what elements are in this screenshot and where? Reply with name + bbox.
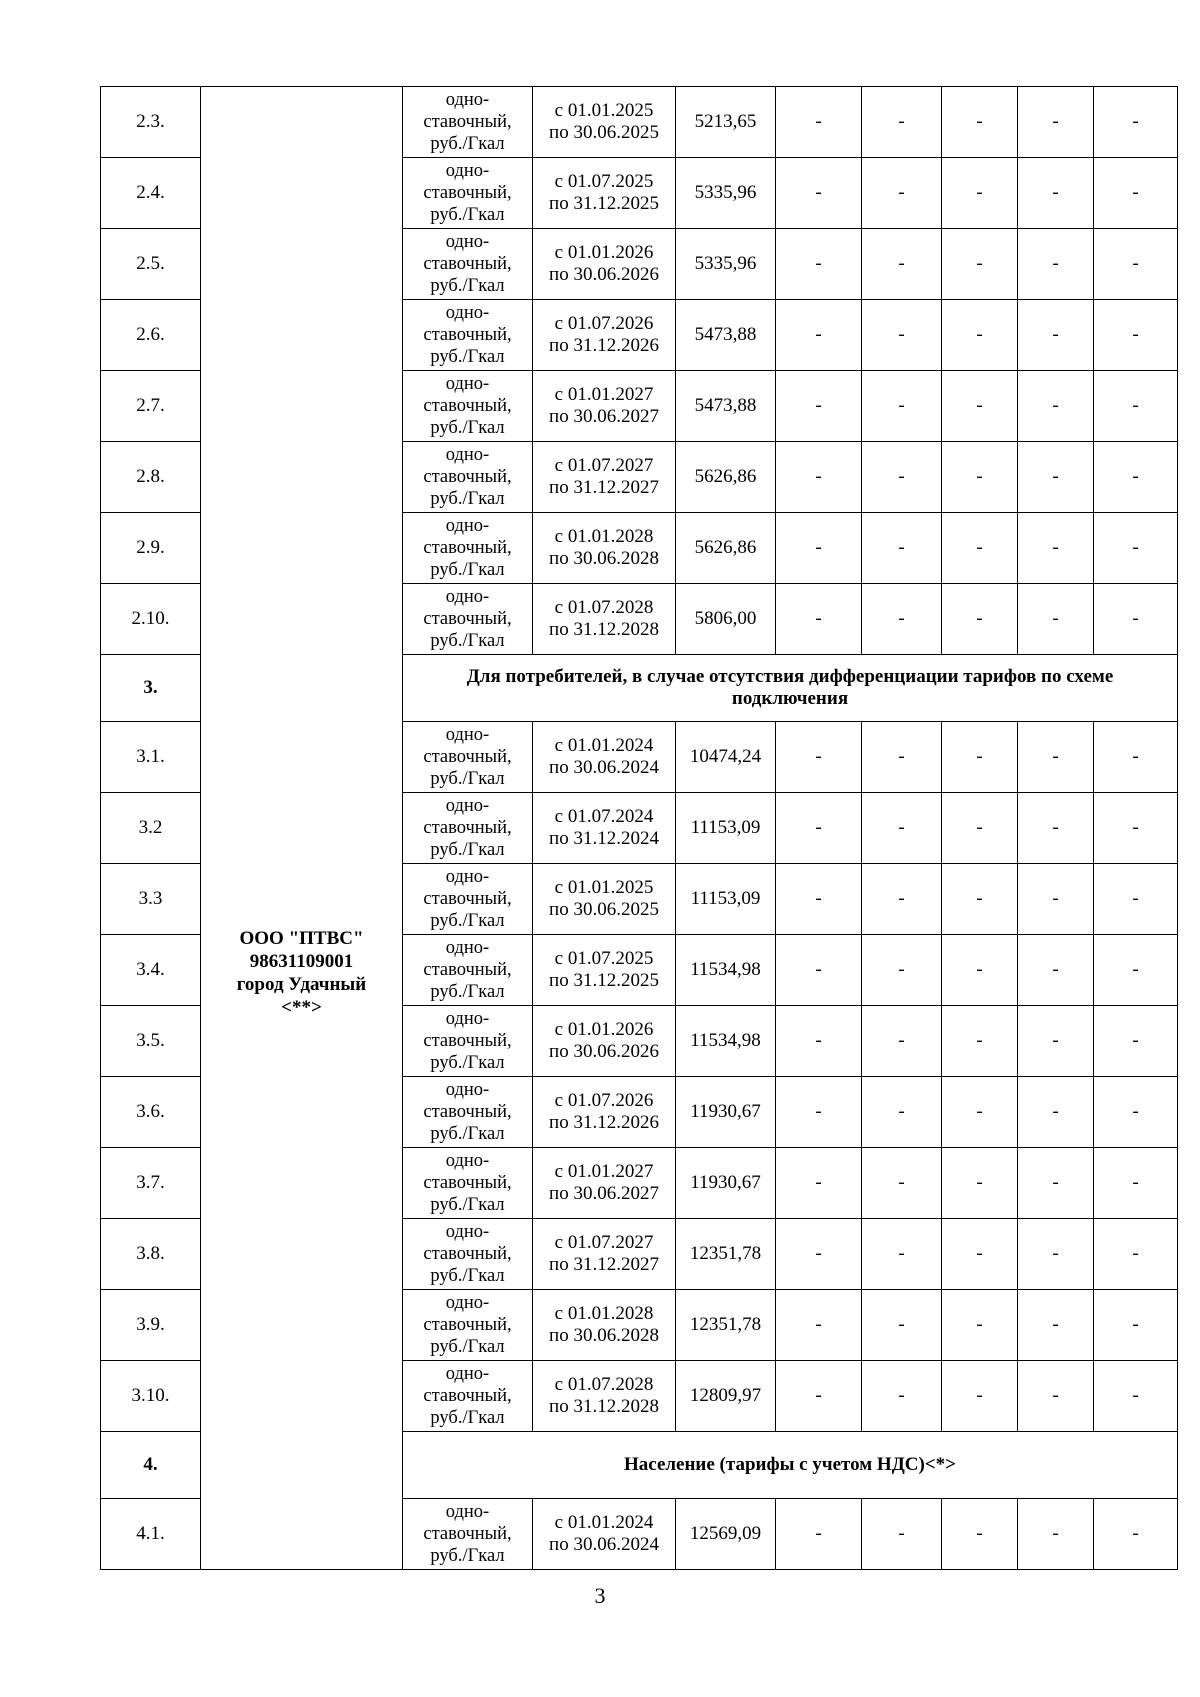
empty-value-2: -: [862, 1290, 942, 1361]
empty-value-4: -: [1018, 793, 1094, 864]
tariff-value: 11153,09: [676, 864, 776, 935]
rate-type: одно- ставочный, руб./Гкал: [403, 793, 533, 864]
tariff-value: 11930,67: [676, 1077, 776, 1148]
empty-value-5: -: [1094, 1148, 1178, 1219]
empty-value-2: -: [862, 1006, 942, 1077]
section-title: Население (тарифы с учетом НДС)<*>: [403, 1432, 1178, 1499]
empty-value-3: -: [942, 1077, 1018, 1148]
section-number: 3.: [101, 655, 201, 722]
empty-value-5: -: [1094, 1077, 1178, 1148]
rate-type: одно- ставочный, руб./Гкал: [403, 1077, 533, 1148]
organization-cell: ООО "ПТВС" 98631109001 город Удачный <**>: [201, 87, 403, 1570]
empty-value-1: -: [776, 1219, 862, 1290]
row-number: 2.4.: [101, 158, 201, 229]
tariff-value: 10474,24: [676, 722, 776, 793]
empty-value-3: -: [942, 158, 1018, 229]
rate-type: одно- ставочный, руб./Гкал: [403, 300, 533, 371]
empty-value-3: -: [942, 1006, 1018, 1077]
empty-value-1: -: [776, 722, 862, 793]
rate-type: одно- ставочный, руб./Гкал: [403, 158, 533, 229]
empty-value-5: -: [1094, 1361, 1178, 1432]
row-number: 3.5.: [101, 1006, 201, 1077]
empty-value-4: -: [1018, 1006, 1094, 1077]
rate-type: одно- ставочный, руб./Гкал: [403, 722, 533, 793]
rate-type: одно- ставочный, руб./Гкал: [403, 1219, 533, 1290]
period: с 01.07.2027 по 31.12.2027: [533, 1219, 676, 1290]
tariff-value: 12809,97: [676, 1361, 776, 1432]
empty-value-5: -: [1094, 87, 1178, 158]
empty-value-1: -: [776, 300, 862, 371]
empty-value-1: -: [776, 1148, 862, 1219]
empty-value-4: -: [1018, 1219, 1094, 1290]
empty-value-3: -: [942, 793, 1018, 864]
row-number: 2.8.: [101, 442, 201, 513]
period: с 01.07.2025 по 31.12.2025: [533, 935, 676, 1006]
period: с 01.07.2027 по 31.12.2027: [533, 442, 676, 513]
empty-value-3: -: [942, 1499, 1018, 1570]
empty-value-1: -: [776, 935, 862, 1006]
row-number: 3.1.: [101, 722, 201, 793]
period: с 01.01.2026 по 30.06.2026: [533, 229, 676, 300]
period: с 01.01.2028 по 30.06.2028: [533, 513, 676, 584]
row-number: 3.7.: [101, 1148, 201, 1219]
period: с 01.07.2028 по 31.12.2028: [533, 1361, 676, 1432]
rate-type: одно- ставочный, руб./Гкал: [403, 1361, 533, 1432]
row-number: 2.3.: [101, 87, 201, 158]
rate-type: одно- ставочный, руб./Гкал: [403, 1006, 533, 1077]
rate-type: одно- ставочный, руб./Гкал: [403, 513, 533, 584]
rate-type: одно- ставочный, руб./Гкал: [403, 1290, 533, 1361]
row-number: 3.2: [101, 793, 201, 864]
empty-value-5: -: [1094, 229, 1178, 300]
empty-value-2: -: [862, 229, 942, 300]
empty-value-2: -: [862, 1148, 942, 1219]
empty-value-5: -: [1094, 158, 1178, 229]
page-number: 3: [594, 1583, 606, 1608]
section-number: 4.: [101, 1432, 201, 1499]
section-title: Для потребителей, в случае отсутствия дифференциации тарифов по схеме подключения: [403, 655, 1178, 722]
period: с 01.01.2025 по 30.06.2025: [533, 87, 676, 158]
empty-value-2: -: [862, 935, 942, 1006]
period: с 01.01.2024 по 30.06.2024: [533, 722, 676, 793]
empty-value-2: -: [862, 1361, 942, 1432]
row-number: 3.6.: [101, 1077, 201, 1148]
tariff-value: 11930,67: [676, 1148, 776, 1219]
row-number: 2.6.: [101, 300, 201, 371]
empty-value-3: -: [942, 1148, 1018, 1219]
empty-value-4: -: [1018, 584, 1094, 655]
period: с 01.07.2028 по 31.12.2028: [533, 584, 676, 655]
rate-type: одно- ставочный, руб./Гкал: [403, 584, 533, 655]
empty-value-4: -: [1018, 300, 1094, 371]
rate-type: одно- ставочный, руб./Гкал: [403, 87, 533, 158]
empty-value-3: -: [942, 442, 1018, 513]
empty-value-4: -: [1018, 158, 1094, 229]
row-number: 2.7.: [101, 371, 201, 442]
row-number: 3.4.: [101, 935, 201, 1006]
row-number: 3.10.: [101, 1361, 201, 1432]
empty-value-1: -: [776, 513, 862, 584]
tariff-value: 5473,88: [676, 300, 776, 371]
period: с 01.07.2026 по 31.12.2026: [533, 1077, 676, 1148]
tariff-value: 12351,78: [676, 1290, 776, 1361]
empty-value-5: -: [1094, 513, 1178, 584]
empty-value-2: -: [862, 722, 942, 793]
period: с 01.01.2025 по 30.06.2025: [533, 864, 676, 935]
empty-value-1: -: [776, 1290, 862, 1361]
empty-value-2: -: [862, 87, 942, 158]
tariff-table: [100, 86, 1178, 1570]
empty-value-3: -: [942, 864, 1018, 935]
period: с 01.07.2024 по 31.12.2024: [533, 793, 676, 864]
empty-value-1: -: [776, 442, 862, 513]
rate-type: одно- ставочный, руб./Гкал: [403, 1148, 533, 1219]
empty-value-1: -: [776, 1077, 862, 1148]
empty-value-1: -: [776, 158, 862, 229]
empty-value-5: -: [1094, 935, 1178, 1006]
tariff-value: 12569,09: [676, 1499, 776, 1570]
tariff-value: 11534,98: [676, 935, 776, 1006]
tariff-value: 5473,88: [676, 371, 776, 442]
tariff-value: 5626,86: [676, 442, 776, 513]
empty-value-2: -: [862, 1219, 942, 1290]
period: с 01.01.2027 по 30.06.2027: [533, 1148, 676, 1219]
period: с 01.01.2027 по 30.06.2027: [533, 371, 676, 442]
empty-value-4: -: [1018, 722, 1094, 793]
empty-value-4: -: [1018, 1499, 1094, 1570]
empty-value-2: -: [862, 300, 942, 371]
row-number: 3.3: [101, 864, 201, 935]
empty-value-2: -: [862, 864, 942, 935]
empty-value-5: -: [1094, 793, 1178, 864]
empty-value-4: -: [1018, 1148, 1094, 1219]
empty-value-1: -: [776, 1006, 862, 1077]
row-number: 2.9.: [101, 513, 201, 584]
empty-value-1: -: [776, 371, 862, 442]
table-body: [101, 87, 1178, 1570]
empty-value-3: -: [942, 513, 1018, 584]
empty-value-4: -: [1018, 229, 1094, 300]
empty-value-2: -: [862, 1499, 942, 1570]
empty-value-4: -: [1018, 442, 1094, 513]
empty-value-3: -: [942, 584, 1018, 655]
empty-value-5: -: [1094, 722, 1178, 793]
tariff-value: 12351,78: [676, 1219, 776, 1290]
empty-value-4: -: [1018, 935, 1094, 1006]
empty-value-4: -: [1018, 513, 1094, 584]
empty-value-2: -: [862, 513, 942, 584]
empty-value-1: -: [776, 793, 862, 864]
empty-value-5: -: [1094, 1219, 1178, 1290]
empty-value-1: -: [776, 584, 862, 655]
empty-value-1: -: [776, 229, 862, 300]
empty-value-3: -: [942, 1219, 1018, 1290]
empty-value-3: -: [942, 1290, 1018, 1361]
rate-type: одно- ставочный, руб./Гкал: [403, 229, 533, 300]
empty-value-1: -: [776, 87, 862, 158]
empty-value-2: -: [862, 1077, 942, 1148]
empty-value-1: -: [776, 864, 862, 935]
empty-value-5: -: [1094, 584, 1178, 655]
empty-value-5: -: [1094, 1006, 1178, 1077]
tariff-value: 11534,98: [676, 1006, 776, 1077]
empty-value-5: -: [1094, 300, 1178, 371]
tariff-value: 11153,09: [676, 793, 776, 864]
rate-type: одно- ставочный, руб./Гкал: [403, 1499, 533, 1570]
empty-value-2: -: [862, 584, 942, 655]
empty-value-5: -: [1094, 371, 1178, 442]
row-number: 2.10.: [101, 584, 201, 655]
rate-type: одно- ставочный, руб./Гкал: [403, 371, 533, 442]
empty-value-5: -: [1094, 442, 1178, 513]
empty-value-4: -: [1018, 864, 1094, 935]
rate-type: одно- ставочный, руб./Гкал: [403, 935, 533, 1006]
period: с 01.01.2028 по 30.06.2028: [533, 1290, 676, 1361]
row-number: 3.9.: [101, 1290, 201, 1361]
empty-value-5: -: [1094, 864, 1178, 935]
empty-value-3: -: [942, 229, 1018, 300]
empty-value-4: -: [1018, 1077, 1094, 1148]
row-number: 3.8.: [101, 1219, 201, 1290]
empty-value-5: -: [1094, 1499, 1178, 1570]
empty-value-4: -: [1018, 87, 1094, 158]
row-number: 2.5.: [101, 229, 201, 300]
tariff-value: 5626,86: [676, 513, 776, 584]
empty-value-2: -: [862, 371, 942, 442]
tariff-value: 5213,65: [676, 87, 776, 158]
empty-value-3: -: [942, 935, 1018, 1006]
empty-value-5: -: [1094, 1290, 1178, 1361]
period: с 01.07.2026 по 31.12.2026: [533, 300, 676, 371]
tariff-value: 5335,96: [676, 229, 776, 300]
period: с 01.07.2025 по 31.12.2025: [533, 158, 676, 229]
empty-value-3: -: [942, 371, 1018, 442]
row-number: 4.1.: [101, 1499, 201, 1570]
empty-value-2: -: [862, 442, 942, 513]
empty-value-3: -: [942, 722, 1018, 793]
empty-value-1: -: [776, 1499, 862, 1570]
empty-value-3: -: [942, 1361, 1018, 1432]
period: с 01.01.2024 по 30.06.2024: [533, 1499, 676, 1570]
empty-value-4: -: [1018, 371, 1094, 442]
empty-value-2: -: [862, 793, 942, 864]
empty-value-3: -: [942, 87, 1018, 158]
empty-value-2: -: [862, 158, 942, 229]
empty-value-4: -: [1018, 1361, 1094, 1432]
empty-value-4: -: [1018, 1290, 1094, 1361]
rate-type: одно- ставочный, руб./Гкал: [403, 864, 533, 935]
tariff-value: 5806,00: [676, 584, 776, 655]
rate-type: одно- ставочный, руб./Гкал: [403, 442, 533, 513]
empty-value-1: -: [776, 1361, 862, 1432]
tariff-value: 5335,96: [676, 158, 776, 229]
table-row: [101, 87, 1178, 158]
period: с 01.01.2026 по 30.06.2026: [533, 1006, 676, 1077]
empty-value-3: -: [942, 300, 1018, 371]
